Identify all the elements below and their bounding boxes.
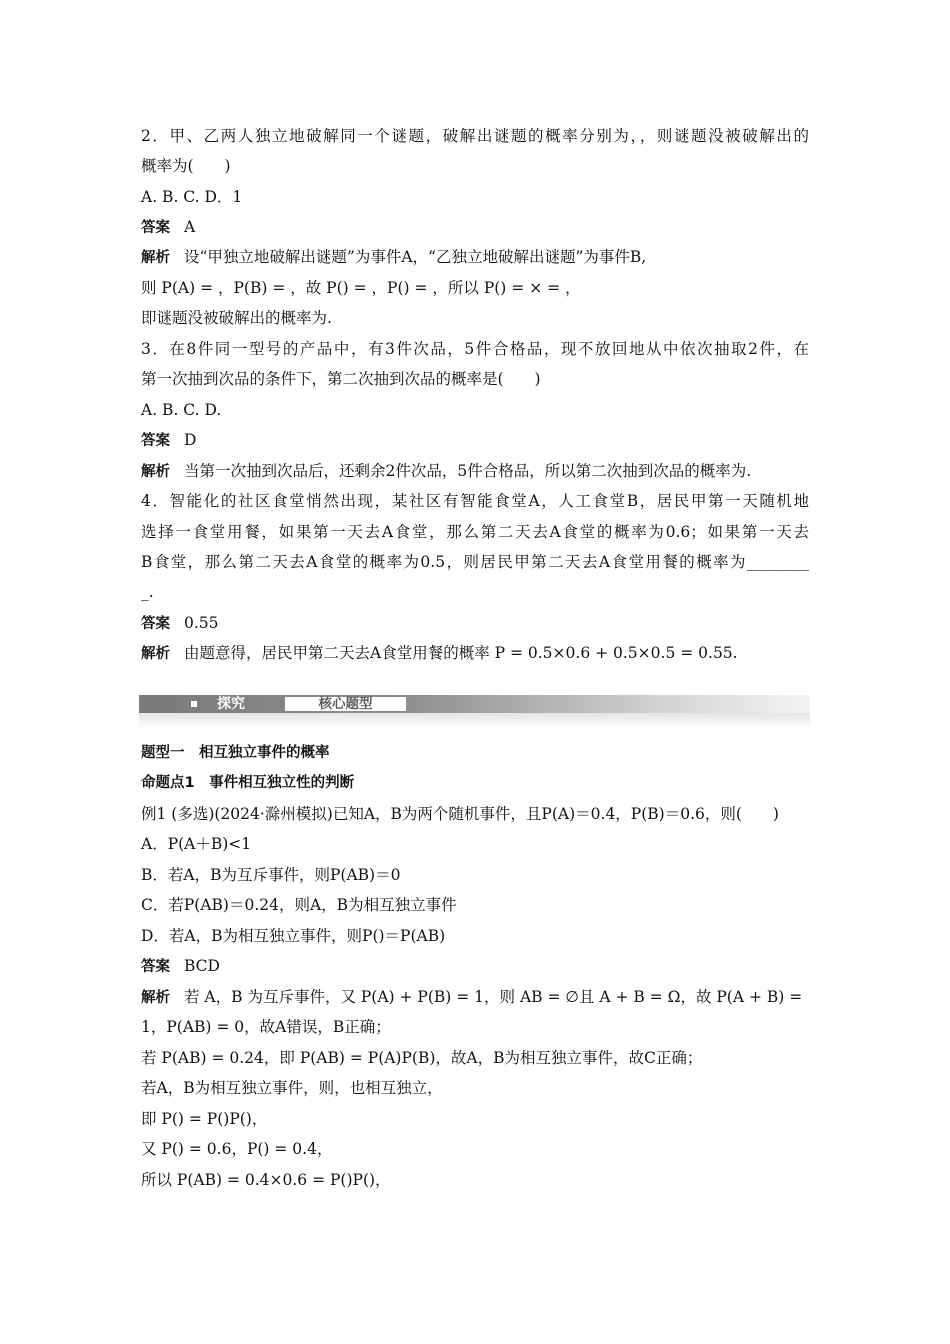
answer-value: D xyxy=(184,431,197,449)
analysis-text: 若 A，B 为互斥事件，又 P(A) + P(B) = 1，则 AB = ∅且 A + B = Ω，故 P(A + B) = xyxy=(184,988,803,1006)
banner-shadow xyxy=(139,713,810,729)
question-2-options: A. B. C. D．1 xyxy=(141,188,243,206)
square-bullet-icon xyxy=(191,701,197,707)
answer-label: 答案 xyxy=(141,433,170,449)
subsection-heading: 命题点1 事件相互独立性的判断 xyxy=(141,775,355,791)
question-3-options: A. B. C. D. xyxy=(141,401,222,419)
analysis-example-1-line-6: 又 P() = 0.6，P() = 0.4， xyxy=(141,1140,333,1158)
answer-label: 答案 xyxy=(141,616,170,632)
analysis-label: 解析 xyxy=(141,250,170,266)
analysis-2-line-1 xyxy=(141,247,646,268)
analysis-4 xyxy=(141,643,738,664)
analysis-example-1-line-4: 若A，B为相互独立事件，则，也相互独立， xyxy=(141,1079,443,1097)
analysis-example-1-line-5: 即 P() = P()P()， xyxy=(141,1110,268,1128)
analysis-3 xyxy=(141,461,751,482)
answer-example-1 xyxy=(141,956,220,977)
analysis-label: 解析 xyxy=(141,990,170,1006)
analysis-label: 解析 xyxy=(141,646,170,662)
question-2-line-1: 2．甲、乙两人独立地破解同一个谜题，破解出谜题的概率分别为，，则谜题没被破解出的 xyxy=(141,127,809,145)
analysis-example-1-line-1 xyxy=(141,987,802,1008)
example-1-option-d: D．若A，B为相互独立事件，则P()＝P(AB) xyxy=(141,927,446,945)
example-1-stem: 例1 (多选)(2024·滁州模拟)已知A，B为两个随机事件，且P(A)＝0.4，P(B)＝0.6，则( ) xyxy=(141,805,779,823)
analysis-example-1-line-2: 1，P(AB) = 0，故A错误，B正确； xyxy=(141,1018,391,1036)
answer-value: BCD xyxy=(184,957,220,975)
section-banner xyxy=(139,695,810,733)
answer-2 xyxy=(141,217,195,238)
example-1-option-c: C．若P(AB)＝0.24，则A，B为相互独立事件 xyxy=(141,896,457,914)
analysis-2-line-2: 则 P(A) = ，P(B) = ，故 P() = ，P() = ，所以 P() = × = ， xyxy=(141,279,581,297)
analysis-text: 设“甲独立地破解出谜题”为事件A，“乙独立地破解出谜题”为事件B, xyxy=(184,248,647,266)
analysis-label: 解析 xyxy=(141,464,170,480)
answer-value: 0.55 xyxy=(184,614,219,632)
question-4-line-2: 选择一食堂用餐，如果第一天去A食堂，那么第二天去A食堂的概率为0.6；如果第一天去 xyxy=(141,523,809,541)
analysis-example-1-line-3: 若 P(AB) = 0.24，即 P(AB) = P(A)P(B)，故A，B为相互独立事件，故C正确； xyxy=(141,1049,703,1067)
example-1-option-b: B．若A，B为互斥事件，则P(AB)＝0 xyxy=(141,866,401,884)
question-3-line-1: 3．在8件同一型号的产品中，有3件次品，5件合格品，现不放回地从中依次抽取2件，在 xyxy=(141,340,809,358)
question-3-line-2: 第一次抽到次品的条件下，第二次抽到次品的概率是( ) xyxy=(141,370,541,388)
answer-value: A xyxy=(184,218,196,236)
answer-4 xyxy=(141,613,219,634)
analysis-example-1-line-7: 所以 P(AB) = 0.4×0.6 = P()P()， xyxy=(141,1171,391,1189)
question-4-line-4: _. xyxy=(141,583,154,601)
banner-label: 探究 xyxy=(217,696,245,712)
banner-box-label: 核心题型 xyxy=(284,696,407,712)
section-heading: 题型一 相互独立事件的概率 xyxy=(141,745,330,761)
question-4-line-1: 4．智能化的社区食堂悄然出现，某社区有智能食堂A，人工食堂B，居民甲第一天随机地 xyxy=(141,492,809,510)
analysis-text: 由题意得，居民甲第二天去A食堂用餐的概率 P = 0.5×0.6 + 0.5×0.5 = 0.55. xyxy=(184,644,738,662)
answer-3 xyxy=(141,430,196,451)
analysis-2-line-3: 即谜题没被破解出的概率为. xyxy=(141,309,332,327)
question-4-line-3: B食堂，那么第二天去A食堂的概率为0.5，则居民甲第二天去A食堂用餐的概率为________ xyxy=(141,553,809,571)
answer-label: 答案 xyxy=(141,220,170,236)
analysis-text: 当第一次抽到次品后，还剩余2件次品，5件合格品，所以第二次抽到次品的概率为. xyxy=(184,462,752,480)
answer-label: 答案 xyxy=(141,959,170,975)
example-1-option-a: A．P(A＋B)<1 xyxy=(141,835,252,853)
question-2-line-2: 概率为( ) xyxy=(141,157,231,175)
